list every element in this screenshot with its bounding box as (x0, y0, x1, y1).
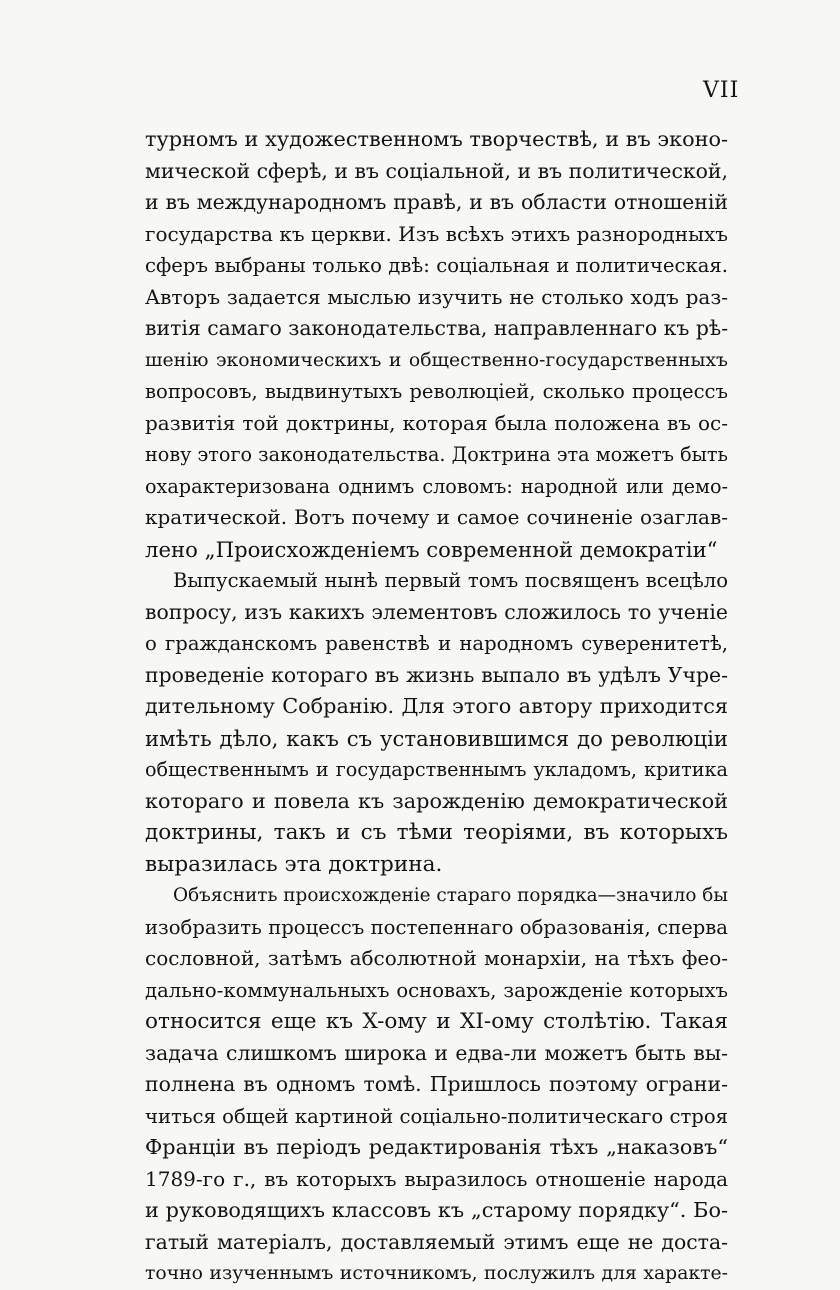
text-line: государства къ церкви. Изъ всѣхъ этихъ разнородныхъ (145, 221, 728, 246)
text-line: котораго и повела къ зарожденію демократической (145, 788, 728, 813)
text-line: полнена въ одномъ томѣ. Пришлось поэтому ограни- (145, 1072, 728, 1096)
text-line: турномъ и художественномъ творчествѣ, и въ эконо- (145, 127, 728, 151)
text-line: охарактеризована однимъ словомъ: народной или демо- (145, 474, 728, 498)
text-line: нову этого законодательства. Доктрина эта можетъ быть (145, 443, 728, 466)
text-line: Авторъ задается мыслью изучить не столько ходъ раз- (145, 284, 728, 309)
text-line: дительному Собранію. Для этого автору приходится (145, 694, 728, 718)
text-line: сферъ выбраны только двѣ: соціальная и политическая. (145, 254, 728, 277)
text-line: общественнымъ и государственнымъ укладомъ, критика (145, 758, 728, 781)
text-line: Выпускаемый нынѣ первый томъ посвященъ всецѣло (173, 569, 728, 592)
paragraph-2 (145, 565, 728, 880)
text-line: изобразить процессъ постепеннаго образованія, сперва (145, 915, 728, 939)
page-number: VII (703, 78, 740, 103)
text-line: читься общей картиной соціально-политическаго строя (145, 1104, 728, 1128)
text-line: выразилась эта доктрина. (145, 851, 443, 877)
text-line: и руководящихъ классовъ къ „старому порядку“. Бо- (145, 1198, 728, 1222)
text-line: относится еще къ X-ому и XI-ому столѣтію. Такая (145, 1009, 728, 1034)
text-line: сословной, затѣмъ абсолютной монархіи, на тѣхъ фео- (145, 946, 728, 970)
text-line: дально-коммунальныхъ основахъ, зарожденіе которыхъ (145, 978, 728, 1002)
text-line: 1789-го г., въ которыхъ выразилось отношеніе народа (145, 1166, 728, 1191)
text-line: мической сферѣ, и въ соціальной, и въ политической, (145, 158, 728, 183)
paragraph-1 (145, 124, 728, 565)
text-line: Франціи въ періодъ редактированія тѣхъ „наказовъ“ (145, 1135, 728, 1159)
text-line: Объяснить происхожденіе стараго порядка—значило бы (173, 885, 728, 906)
text-line: лено „Происхожденіемъ современной демократіи“ (145, 536, 718, 562)
paragraph-3 (145, 880, 728, 1290)
text-line: развитія той доктрины, которая была положена въ ос- (145, 410, 728, 435)
text-line: кратической. Вотъ почему и самое сочиненіе озаглав- (145, 505, 728, 529)
text-line: шенію экономическихъ и общественно-государственныхъ (145, 349, 728, 371)
text-line: витія самаго законодательства, направленнаго къ рѣ- (145, 316, 728, 340)
text-line: и въ международномъ правѣ, и въ области отношеній (145, 190, 728, 214)
text-line: задача слишкомъ широка и едва-ли можетъ быть вы- (145, 1040, 728, 1065)
text-line: гатый матеріалъ, доставляемый этимъ еще не доста- (145, 1229, 728, 1254)
text-line: о гражданскомъ равенствѣ и народномъ суверенитетѣ, (145, 632, 728, 655)
text-line: доктрины, такъ и съ тѣми теоріями, въ которыхъ (145, 820, 728, 845)
body-text (145, 124, 728, 1290)
text-line: вопросовъ, выдвинутыхъ революціей, сколько процессъ (145, 380, 728, 403)
text-line: имѣть дѣло, какъ съ установившимся до революціи (145, 725, 728, 751)
text-line: проведеніе котораго въ жизнь выпало въ удѣлъ Учре- (145, 662, 728, 687)
text-line: точно изученнымъ источникомъ, послужилъ для характе- (145, 1263, 728, 1284)
text-line: вопросу, изъ какихъ элементовъ сложилось то ученіе (145, 599, 728, 624)
